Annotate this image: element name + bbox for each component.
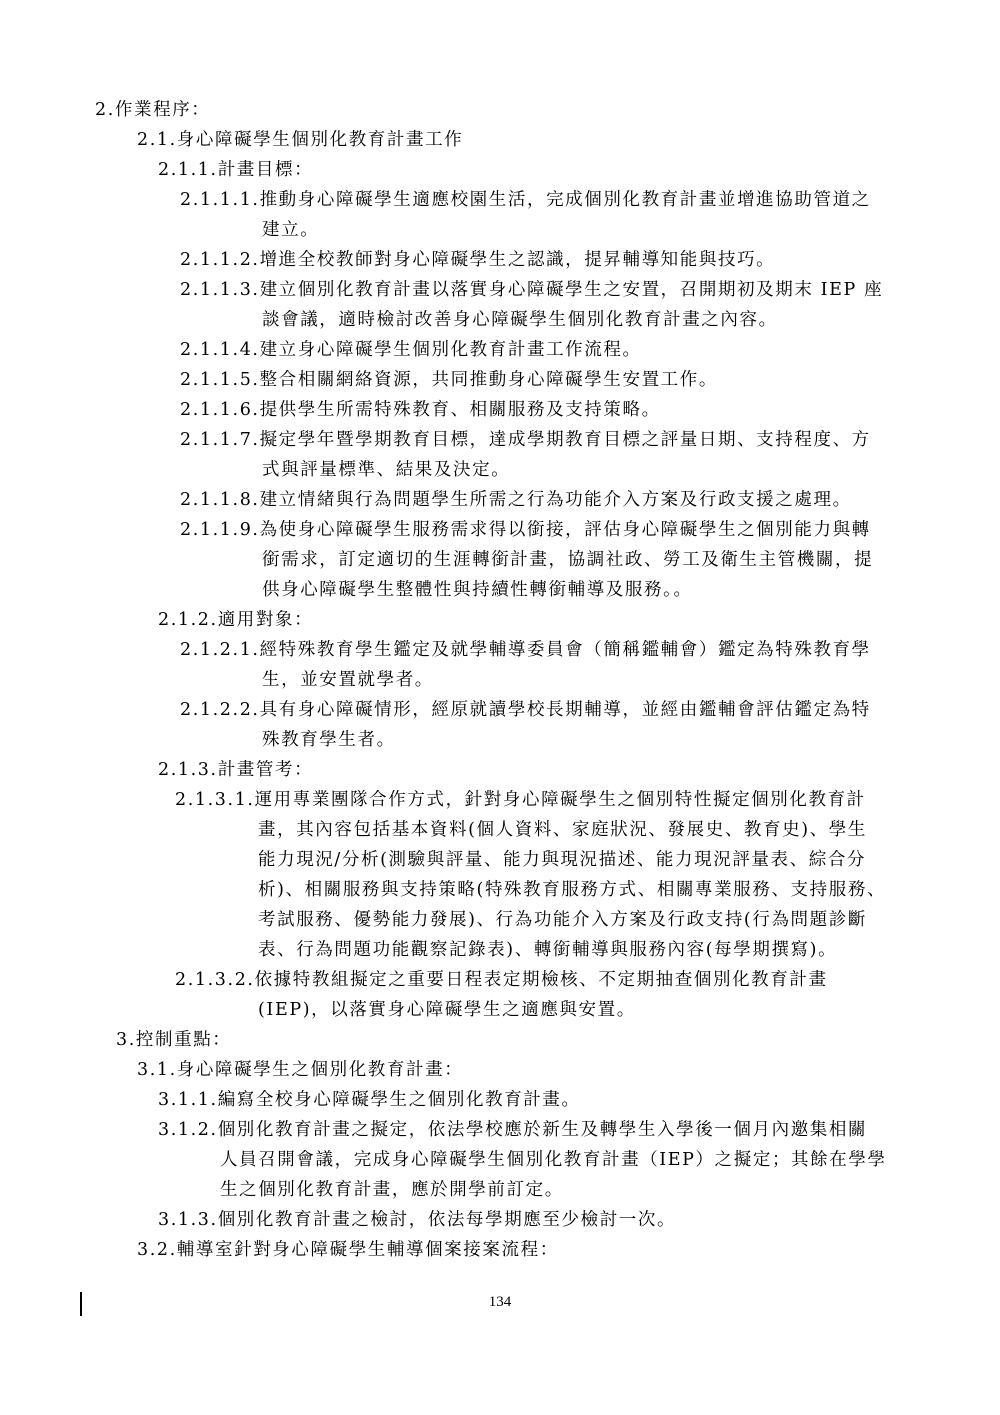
item-2-1-1-2: 2.1.1.2.增進全校教師對身心障礙學生之認識，提昇輔導知能與技巧。: [180, 250, 776, 270]
item-2-1-1-1-cont: 建立。: [262, 220, 320, 240]
item-3-1-2-cont-2: 生之個別化教育計畫，應於開學前訂定。: [220, 1180, 564, 1200]
section-3-2-heading: 3.2.輔導室針對身心障礙學生輔導個案接案流程：: [137, 1240, 559, 1260]
item-2-1-2-1-cont: 生，並安置就學者。: [262, 670, 434, 690]
item-3-1-1: 3.1.1.編寫全校身心障礙學生之個別化教育計畫。: [158, 1090, 581, 1110]
item-2-1-3-1-cont-5: 表、行為問題功能觀察記錄表)、轉銜輔導與服務內容(每學期撰寫)。: [258, 940, 838, 960]
item-3-1-2-cont-1: 人員召開會議，完成身心障礙學生個別化教育計畫（IEP）之擬定；其餘在學學: [220, 1150, 887, 1170]
item-2-1-1-8: 2.1.1.8.建立情緒與行為問題學生所需之行為功能介入方案及行政支援之處理。: [180, 490, 852, 510]
item-2-1-3-1-cont-2: 能力現況/分析(測驗與評量、能力與現況描述、能力現況評量表、綜合分: [258, 850, 867, 870]
item-2-1-1-9-cont-2: 供身心障礙學生整體性與持續性轉銜輔導及服務。。: [262, 580, 693, 600]
item-2-1-1-5: 2.1.1.5.整合相關網絡資源，共同推動身心障礙學生安置工作。: [180, 370, 718, 390]
item-2-1-1-9: 2.1.1.9.為使身心障礙學生服務需求得以銜接，評估身心障礙學生之個別能力與轉: [180, 520, 871, 540]
item-3-1-2: 3.1.2.個別化教育計畫之擬定，依法學校應於新生及轉學生入學後一個月內邀集相關: [158, 1120, 868, 1140]
item-2-1-2-2: 2.1.2.2.具有身心障礙情形，經原就讀學校長期輔導，並經由鑑輔會評估鑑定為特: [180, 700, 871, 720]
section-3-1-heading: 3.1.身心障礙學生之個別化教育計畫：: [137, 1060, 464, 1080]
item-2-1-3-1-cont-3: 析)、相關服務與支持策略(特殊教育服務方式、相關專業服務、支持服務、: [258, 880, 887, 900]
section-3-heading: 3.控制重點：: [116, 1030, 232, 1050]
item-2-1-1-4: 2.1.1.4.建立身心障礙學生個別化教育計畫工作流程。: [180, 340, 642, 360]
item-2-1-2-2-cont: 殊教育學生者。: [262, 730, 396, 750]
section-2-1-heading: 2.1.身心障礙學生個別化教育計畫工作: [137, 130, 464, 150]
item-2-1-3-2-cont: (IEP)，以落實身心障礙學生之適應與安置。: [258, 1000, 636, 1020]
section-2-1-2-heading: 2.1.2.適用對象：: [158, 610, 314, 630]
item-2-1-1-6: 2.1.1.6.提供學生所需特殊教育、相關服務及支持策略。: [180, 400, 661, 420]
item-2-1-1-7: 2.1.1.7.擬定學年暨學期教育目標，達成學期教育目標之評量日期、支持程度、方: [180, 430, 871, 450]
revision-bar: [80, 1292, 82, 1316]
item-2-1-3-1: 2.1.3.1.運用專業團隊合作方式，針對身心障礙學生之個別特性擬定個別化教育計: [175, 790, 866, 810]
item-2-1-1-3-cont: 談會議，適時檢討改善身心障礙學生個別化教育計畫之內容。: [262, 310, 778, 330]
item-3-1-3: 3.1.3.個別化教育計畫之檢討，依法每學期應至少檢討一次。: [158, 1210, 677, 1230]
item-2-1-3-1-cont-4: 考試服務、優勢能力發展)、行為功能介入方案及行政支持(行為問題診斷: [258, 910, 867, 930]
item-2-1-2-1: 2.1.2.1.經特殊教育學生鑑定及就學輔導委員會（簡稱鑑輔會）鑑定為特殊教育學: [180, 640, 871, 660]
section-2-1-1-heading: 2.1.1.計畫目標：: [158, 160, 314, 180]
item-2-1-1-7-cont: 式與評量標準、結果及決定。: [262, 460, 511, 480]
item-2-1-3-1-cont-1: 畫，其內容包括基本資料(個人資料、家庭狀況、發展史、教育史)、學生: [258, 820, 867, 840]
page-number: 134: [488, 1294, 512, 1310]
section-2-heading: 2.作業程序：: [95, 100, 211, 120]
section-2-1-3-heading: 2.1.3.計畫管考：: [158, 760, 314, 780]
item-2-1-1-1: 2.1.1.1.推動身心障礙學生適應校園生活，完成個別化教育計畫並增進協助管道之: [180, 190, 871, 210]
item-2-1-1-9-cont-1: 銜需求，訂定適切的生涯轉銜計畫，協調社政、勞工及衛生主管機關，提: [262, 550, 874, 570]
item-2-1-3-2: 2.1.3.2.依據特教組擬定之重要日程表定期檢核、不定期抽查個別化教育計畫: [175, 970, 828, 990]
item-2-1-1-3: 2.1.1.3.建立個別化教育計畫以落實身心障礙學生之安置，召開期初及期末 IEP 座: [180, 280, 884, 300]
